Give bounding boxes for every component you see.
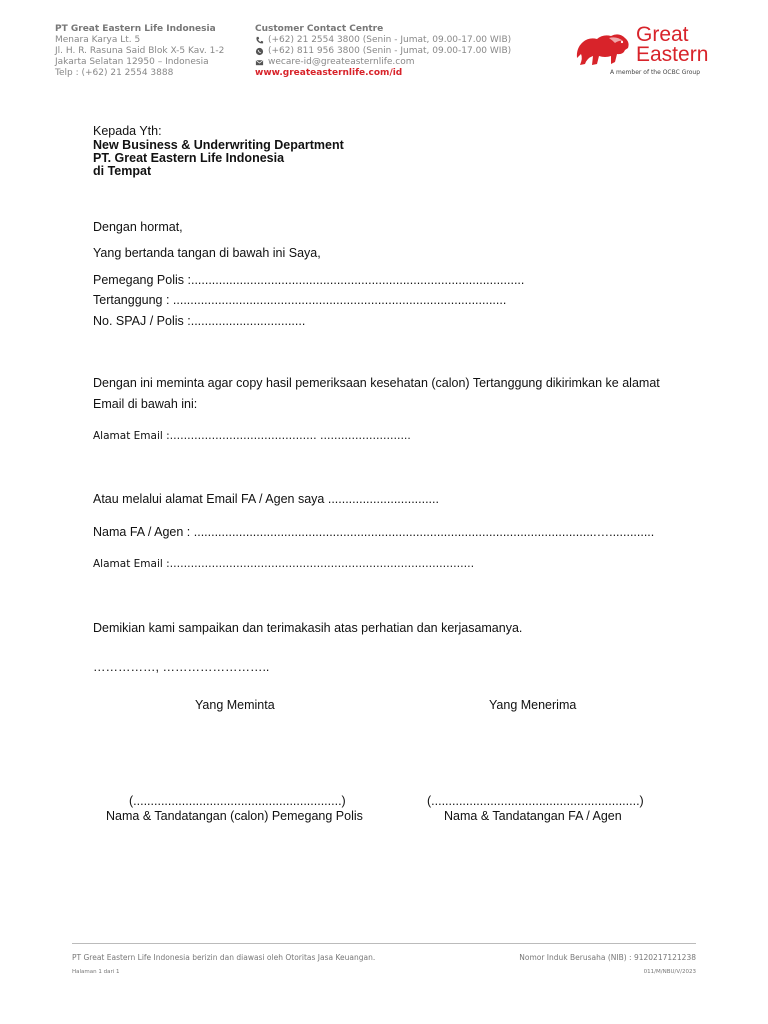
sign-left-line: (............................................................) — [129, 794, 346, 808]
closing-text: Demikian kami sampaikan dan terimakasih atas perhatian dan kerjasamanya. — [93, 621, 523, 635]
sign-right-line: (............................................................) — [427, 794, 644, 808]
whatsapp-icon — [255, 47, 264, 56]
sign-left-title: Yang Meminta — [195, 698, 275, 712]
logo-word-great: Great — [636, 23, 689, 46]
sign-right-caption: Nama & Tandatangan FA / Agen — [444, 809, 622, 823]
tertanggung-field: Tertanggung : ................................................................................................ — [93, 293, 507, 307]
to-label: Kepada Yth: — [93, 124, 162, 138]
mail-icon — [255, 58, 264, 67]
footer-doc-code: 011/M/NBU/V/2023 — [643, 969, 696, 975]
company-name: PT Great Eastern Life Indonesia — [55, 24, 216, 34]
footer-page-number: Halaman 1 dari 1 — [72, 969, 120, 975]
phone-icon — [255, 36, 264, 45]
footer-nib: Nomor Induk Berusaha (NIB) : 9120217121238 — [519, 953, 696, 962]
intro-text: Yang bertanda tangan di bawah ini Saya, — [93, 246, 321, 260]
recipient-department: New Business & Underwriting Department — [93, 138, 344, 152]
logo-word-eastern: Eastern — [636, 43, 709, 66]
footer-regulator: PT Great Eastern Life Indonesia berizin dan diawasi oleh Otoritas Jasa Keuangan. — [72, 953, 376, 962]
contact-email-row — [255, 57, 415, 68]
company-address-3: Jakarta Selatan 12950 – Indonesia — [55, 57, 209, 67]
pemegang-polis-field: Pemegang Polis :................................................................................................ — [93, 273, 525, 287]
nama-fa-field: Nama FA / Agen : ....................................................................................................................…............. — [93, 525, 655, 539]
contact-website[interactable]: www.greateasternlife.com/id — [255, 68, 403, 78]
footer-divider — [72, 943, 696, 944]
sign-left-caption: Nama & Tandatangan (calon) Pemegang Polis — [106, 809, 363, 823]
recipient-place: di Tempat — [93, 164, 152, 178]
contact-whatsapp-row — [255, 46, 511, 57]
alamat-email-field-1: Alamat Email :…………………………………… …………………….. — [93, 430, 411, 442]
contact-whatsapp: (+62) 811 956 3800 (Senin - Jumat, 09.00-17.00 WIB) — [268, 46, 512, 56]
contact-phone-row — [255, 35, 511, 46]
company-address-2: Jl. H. R. Rasuna Said Blok X-5 Kav. 1-2 — [55, 46, 225, 56]
place-date-field: ……………, …………………….. — [93, 660, 270, 674]
company-address-1: Menara Karya Lt. 5 — [55, 35, 141, 45]
lion-logo-icon — [573, 28, 633, 70]
company-phone: Telp : (+62) 21 2554 3888 — [55, 68, 174, 78]
fa-email-intro: Atau melalui alamat Email FA / Agen saya ................................ — [93, 492, 439, 506]
sign-right-title: Yang Menerima — [489, 698, 577, 712]
request-text-line2: Email di bawah ini: — [93, 397, 198, 411]
request-text-line1: Dengan ini meminta agar copy hasil pemeriksaan kesehatan (calon) Tertanggung dikirimkan ke alamat — [93, 376, 660, 390]
contact-phone: (+62) 21 2554 3800 (Senin - Jumat, 09.00-17.00 WIB) — [268, 35, 512, 45]
recipient-company: PT. Great Eastern Life Indonesia — [93, 151, 285, 165]
logo-tagline: A member of the OCBC Group — [610, 69, 700, 76]
spaj-field: No. SPAJ / Polis :................................. — [93, 314, 306, 328]
alamat-email-field-2: Alamat Email :…………………………………………………………………………… — [93, 558, 475, 570]
contact-title: Customer Contact Centre — [255, 24, 384, 34]
contact-email: wecare-id@greateasternlife.com — [268, 57, 415, 67]
greeting: Dengan hormat, — [93, 220, 183, 234]
